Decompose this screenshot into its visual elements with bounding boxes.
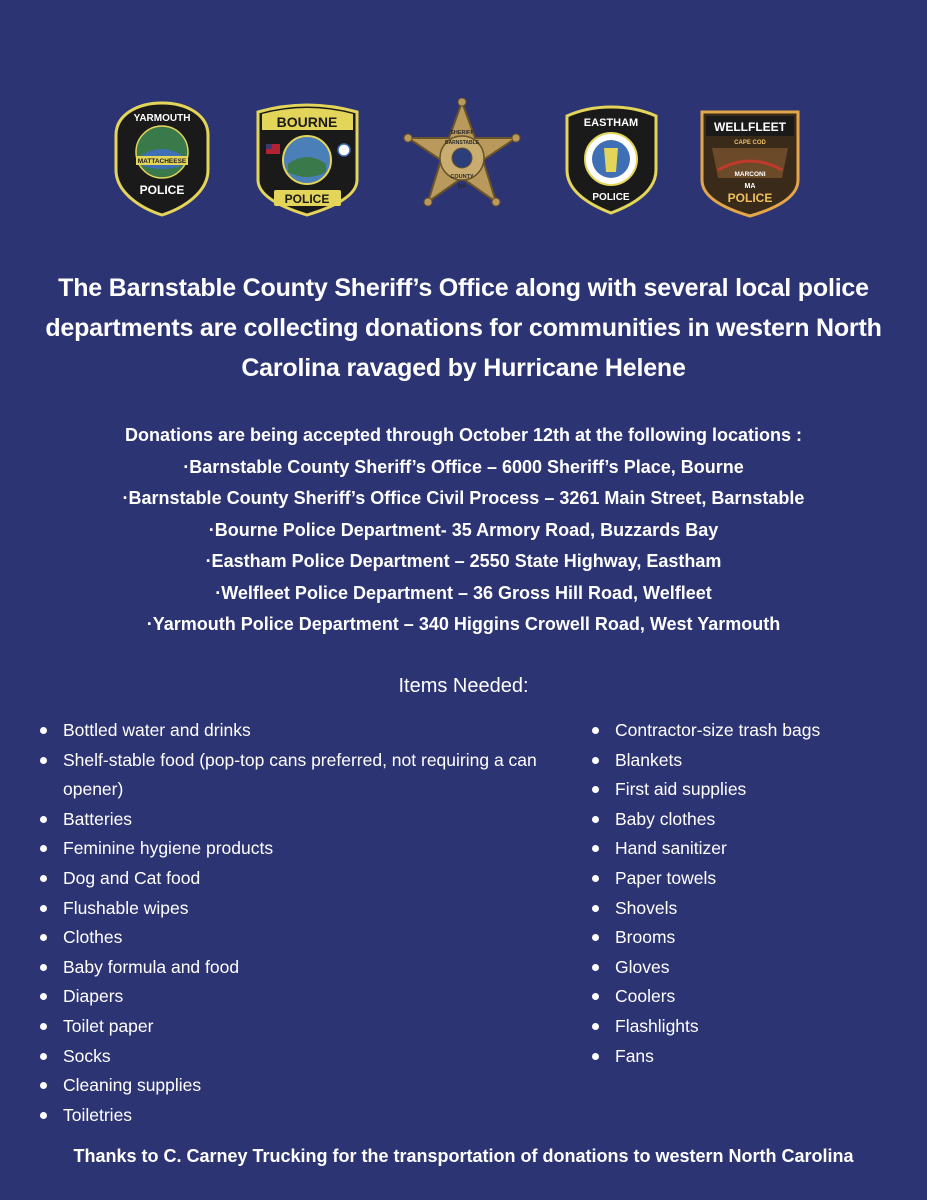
eastham-patch-top: EASTHAM (583, 117, 639, 129)
headline-line: The Barnstable County Sheriff’s Office along with several local police (58, 274, 869, 302)
items-list-right (587, 716, 907, 1071)
list-item: Shelf-stable food (pop-top cans preferred, not requiring a can opener) (35, 746, 555, 805)
list-item: First aid supplies (587, 775, 907, 805)
list-item: Flashlights (587, 1012, 907, 1042)
bourne-police-patch (250, 100, 365, 218)
list-item: Batteries (35, 805, 555, 835)
list-item: Blankets (587, 746, 907, 776)
wellfleet-police-patch (698, 108, 802, 218)
list-item: Feminine hygiene products (35, 834, 555, 864)
eastham-patch-bottom: POLICE (592, 192, 630, 203)
bourne-patch-top: BOURNE (276, 114, 338, 130)
headline-line: departments are collecting donations for communities in western North (45, 314, 882, 342)
yarmouth-patch-middle: MATTACHEESE (137, 158, 187, 165)
bourne-patch-bottom: POLICE (284, 192, 330, 206)
sheriff-badge-bottom: COUNTY (450, 174, 474, 180)
list-item: Socks (35, 1042, 555, 1072)
wellfleet-patch-state: MA (744, 183, 756, 190)
list-item: Baby clothes (587, 805, 907, 835)
wellfleet-patch-bottom: POLICE (727, 191, 773, 205)
list-item: Diapers (35, 982, 555, 1012)
donation-locations (10, 420, 917, 641)
sheriff-badge-state: MA (457, 184, 467, 190)
locations-intro: Donations are being accepted through October 12th at the following locations : (124, 425, 803, 445)
yarmouth-police-patch (112, 100, 212, 218)
location-line: ·Eastham Police Department – 2550 State Highway, Eastham (205, 551, 722, 571)
list-item: Toiletries (35, 1101, 555, 1131)
location-line: ·Barnstable County Sheriff’s Office Civil Process – 3261 Main Street, Barnstable (122, 488, 805, 508)
list-item: Baby formula and food (35, 953, 555, 983)
list-item: Toilet paper (35, 1012, 555, 1042)
sheriff-badge-top: SHERIFF (450, 130, 474, 136)
sheriff-badge-middle: BARNSTABLE (444, 140, 480, 146)
location-line: ·Yarmouth Police Department – 340 Higgins Crowell Road, West Yarmouth (146, 614, 781, 634)
list-item: Cleaning supplies (35, 1071, 555, 1101)
wellfleet-patch-top: WELLFLEET (714, 120, 786, 134)
list-item: Flushable wipes (35, 894, 555, 924)
yarmouth-patch-bottom: POLICE (139, 183, 185, 197)
list-item: Contractor-size trash bags (587, 716, 907, 746)
wellfleet-patch-cape: CAPE COD (734, 140, 766, 146)
list-item: Dog and Cat food (35, 864, 555, 894)
thanks-note: Thanks to C. Carney Trucking for the transportation of donations to western North Carolina (73, 1146, 854, 1166)
location-line: ·Bourne Police Department- 35 Armory Road, Buzzards Bay (208, 519, 719, 540)
location-line: ·Welfleet Police Department – 36 Gross Hill Road, Welfleet (215, 582, 712, 603)
list-item: Bottled water and drinks (35, 716, 555, 746)
list-item: Clothes (35, 923, 555, 953)
list-item: Fans (587, 1042, 907, 1072)
yarmouth-patch-top: YARMOUTH (133, 113, 191, 124)
eastham-police-patch (564, 104, 659, 216)
list-item: Brooms (587, 923, 907, 953)
headline (20, 268, 907, 388)
location-line: ·Barnstable County Sheriff’s Office – 6000 Sheriff’s Place, Bourne (183, 456, 744, 477)
list-item: Hand sanitizer (587, 834, 907, 864)
list-item: Shovels (587, 894, 907, 924)
sheriff-star-badge (402, 98, 522, 222)
list-item: Coolers (587, 982, 907, 1012)
list-item: Paper towels (587, 864, 907, 894)
wellfleet-patch-middle: MARCONI (734, 171, 766, 178)
headline-line: Carolina ravaged by Hurricane Helene (241, 354, 686, 382)
items-list-left (35, 716, 555, 1130)
list-item: Gloves (587, 953, 907, 983)
logo-row (0, 100, 927, 225)
items-needed-heading: Items Needed: (398, 675, 529, 697)
